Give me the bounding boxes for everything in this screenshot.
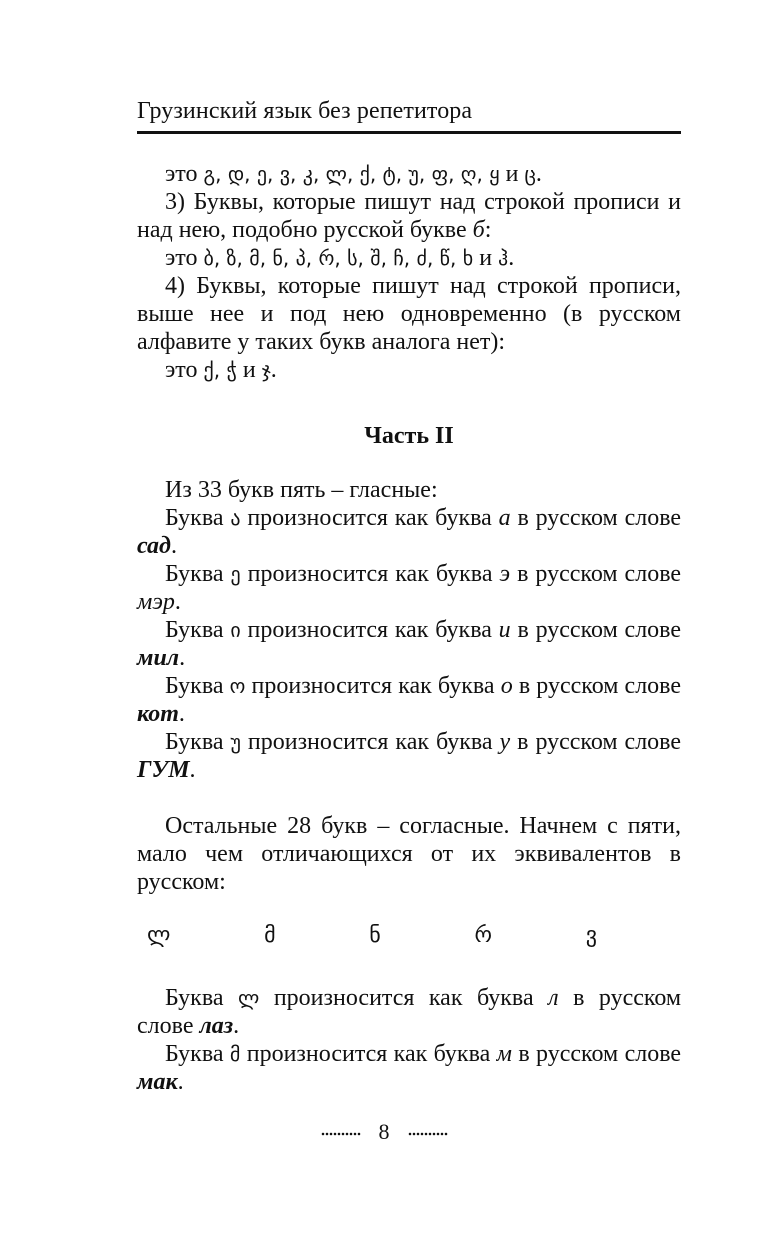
intro-line-3: это ბ, ზ, მ, ნ, პ, რ, ს, შ, ჩ, ძ, წ, ხ и ჰ. [165,245,515,271]
consonants-intro: Остальные 28 букв – согласные. Начнем с пяти, мало чем отличающихся от их эквивалентов в русском: [137,813,681,895]
dotted-ornament-left [321,1132,361,1136]
consonant-item: Буква ლ произносится как буква л в русском слове лаз. [137,985,682,1039]
consonant-item: Буква მ произносится как буква м в русском слове мак. [137,1041,682,1095]
section-title: Часть II [364,423,454,449]
vowel-item: Буква ი произносится как буква и в русском слове мил. [137,617,682,671]
consonant-letters-row [137,896,681,984]
vowel-item: Буква ა произносится как буква а в русском слове сад. [137,505,682,559]
vowel-item: Буква ე произносится как буква э в русском слове мэр. [137,561,682,615]
vowel-item: Буква უ произносится как буква у в русском слове ГУМ. [137,729,682,783]
georgian-letter: ნ [369,923,381,948]
vowels-intro: Из 33 букв пять – гласные: [165,477,438,503]
dotted-ornament-right [408,1132,448,1136]
item-3: 3) Буквы, которые пишут над строкой прописи и над нею, подобно русской букве б: [137,189,681,243]
vowel-item: Буква ო произносится как буква о в русском слове кот. [137,673,682,727]
georgian-letters-group-4: ქ, ჭ [203,358,237,382]
georgian-letter: ლ [147,923,171,948]
georgian-letters-group-3: ბ, ზ, მ, ნ, პ, რ, ს, შ, ჩ, ძ, წ, ხ [203,246,474,270]
georgian-letter: ვ [585,923,597,948]
georgian-letter: რ [474,923,492,948]
item-4: 4) Буквы, которые пишут над строкой прописи, выше нее и под нею одновременно (в русском алфавите у таких букв аналога нет): [137,273,681,355]
georgian-letters-group-2: გ, დ, ე, ვ, კ, ლ, ქ, ტ, უ, ფ, ღ, ყ [203,162,500,186]
running-head: Грузинский язык без репетитора [137,98,473,124]
page-footer [0,1118,768,1146]
intro-line-4: это ქ, ჭ и ჯ. [165,357,277,383]
body-text [137,160,681,1096]
intro-line-1: это გ, დ, ე, ვ, კ, ლ, ქ, ტ, უ, ფ, ღ, ყ и ც. [165,161,542,187]
header-rule [137,131,681,134]
georgian-letter: მ [264,923,276,948]
page-number: 8 [378,1119,390,1144]
